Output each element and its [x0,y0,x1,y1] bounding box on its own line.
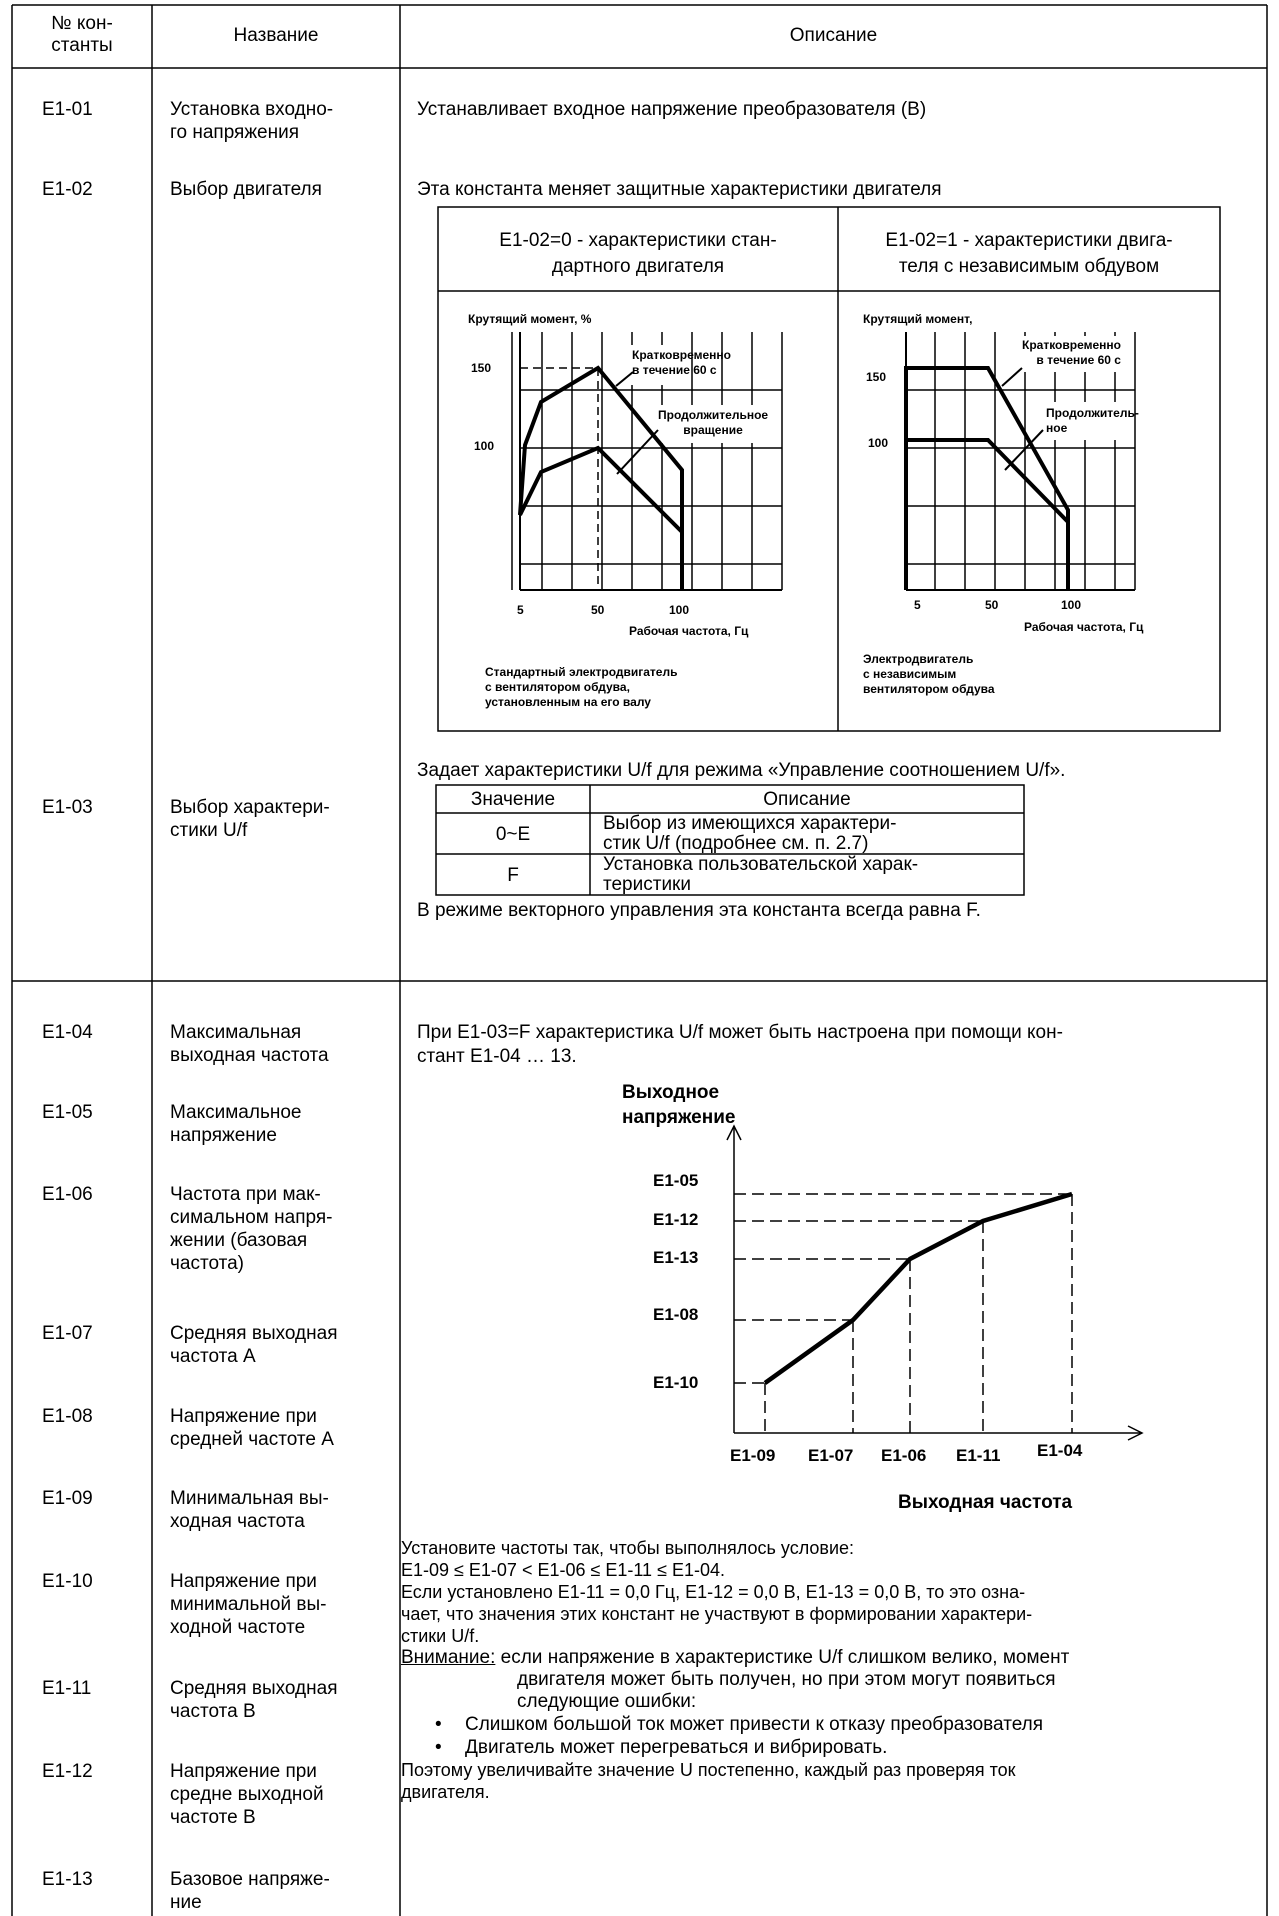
row-code: E1-03 [42,797,93,818]
row-name: Выбор двигателя [170,179,322,200]
bullet-icon: • [435,1737,442,1758]
uf-table-header-value: Значение [470,789,556,810]
row-name: Максимальная выходная частота [170,1022,329,1066]
row-name: Напряжение при минимальной вы- ходной частоте [170,1571,327,1638]
bullet-item: Слишком большой ток может привести к отказу преобразователя [465,1714,1044,1735]
right-chart-x-tick: 100 [1061,598,1082,612]
warning-label: Внимание: [401,1647,496,1668]
left-chart-x-tick: 5 [517,603,524,617]
warning-continuation: двигателя может быть получен, но при этом могут появиться следующие ошибки: [517,1669,1056,1712]
uf-table-description: Установка пользовательской харак- теристики [603,854,919,895]
row-name: Средняя выходная частота A [170,1323,338,1367]
warning-text: если напряжение в характеристике U/f слишком велико, момент [495,1647,1070,1668]
right-chart-caption: Электродвигатель с независимым вентилятором обдува [863,652,995,696]
right-chart-continuous-label: Продолжитель- ное [1046,406,1139,435]
left-chart-x-label: Рабочая частота, Гц [629,624,749,638]
bullet-icon: • [435,1714,442,1735]
e1-01-description: Устанавливает входное напряжение преобразователя (В) [417,99,927,120]
left-chart-caption: Стандартный электродвигатель с вентилятором обдува, установленным на его валу [485,665,678,709]
uf-chart-x-tick: E1-04 [1037,1441,1083,1460]
header-number: № кон- станты [51,13,113,56]
left-chart-x-tick: 100 [669,603,690,617]
right-chart-x-tick: 5 [914,598,921,612]
left-chart-y-tick: 150 [471,361,492,375]
e1-03-description: Задает характеристики U/f для режима «Управление соотношением U/f». [417,760,1066,781]
uf-chart-y-tick: E1-13 [653,1248,699,1267]
uf-chart-x-label: Выходная частота [898,1492,1073,1513]
uf-chart-y-label: Выходное напряжение [622,1082,736,1128]
row-code: E1-09 [42,1488,93,1509]
independent-cooling-motor-header: E1-02=1 - характеристики двига- теля с независимым обдувом [885,230,1173,277]
right-chart-x-tick: 50 [985,598,999,612]
bullet-item: Двигатель может перегреваться и вибрировать. [465,1737,888,1758]
condition-formula: E1-09 ≤ E1-07 < E1-06 ≤ E1-11 ≤ E1-04. [401,1560,725,1580]
row-name: Средняя выходная частота B [170,1678,338,1722]
standard-motor-header: E1-02=0 - характеристики стан- дартного двигателя [499,230,777,277]
header-description: Описание [789,25,878,46]
row-code: E1-12 [42,1761,93,1782]
right-chart-y-label: Крутящий момент, [863,312,973,326]
left-chart-x-tick: 50 [591,603,605,617]
right-chart-x-label: Рабочая частота, Гц [1024,620,1144,634]
uf-chart-x-tick: E1-09 [730,1446,776,1465]
row-code: E1-01 [42,99,93,120]
uf-table-value: F [507,865,519,886]
e1-03-note: В режиме векторного управления эта константа всегда равна F. [417,900,981,921]
row-name: Базовое напряже- ние [170,1869,330,1913]
row-code: E1-13 [42,1869,93,1890]
row-code: E1-02 [42,179,93,200]
row-code: E1-04 [42,1022,93,1043]
uf-chart-y-tick: E1-05 [653,1171,699,1190]
row-name: Выбор характери- стики U/f [170,797,330,841]
row-code: E1-06 [42,1184,93,1205]
right-chart-short-term-label: Кратковременно в течение 60 с [1022,338,1121,367]
uf-table-description: Выбор из имеющихся характери- стик U/f (подробнее см. п. 2.7) [603,813,897,854]
uf-chart-y-tick: E1-12 [653,1210,699,1229]
uf-characteristic-curve [765,1194,1072,1383]
condition-intro: Установите частоты так, чтобы выполнялось условие: [401,1538,855,1558]
right-chart-y-tick: 150 [866,370,887,384]
row-name: Минимальная вы- ходная частота [170,1488,329,1532]
e1-04-description: При E1-03=F характеристика U/f может быть настроена при помощи кон- стант E1-04 … 13. [417,1022,1063,1067]
left-chart-y-tick: 100 [474,439,495,453]
uf-guide-lines [734,1194,1072,1433]
uf-chart-y-tick: E1-10 [653,1373,699,1392]
right-chart-y-tick: 100 [868,436,889,450]
final-note: Поэтому увеличивайте значение U постепенно, каждый раз проверяя ток двигателя. [401,1760,1016,1802]
row-code: E1-08 [42,1406,93,1427]
row-name: Напряжение при средней частоте A [170,1406,334,1450]
warning-line [401,1647,1069,1669]
row-code: E1-10 [42,1571,93,1592]
uf-chart-x-tick: E1-06 [881,1446,927,1465]
uf-chart-x-tick: E1-11 [956,1446,1001,1465]
uf-chart-y-tick: E1-08 [653,1305,699,1324]
header-name: Название [233,25,319,46]
uf-chart-x-tick: E1-07 [808,1446,854,1465]
left-chart-short-term-label: Кратковременно в течение 60 с [632,348,731,377]
row-code: E1-07 [42,1323,93,1344]
uf-table-header-description: Описание [763,789,851,810]
row-name: Напряжение при средне выходной частоте B [170,1761,324,1828]
e1-02-description: Эта константа меняет защитные характеристики двигателя [417,179,942,200]
row-code: E1-05 [42,1102,93,1123]
left-chart-y-label: Крутящий момент, % [468,312,592,326]
row-name: Установка входно- го напряжения [170,99,334,143]
row-name: Частота при мак- симальном напря- жении (базовая частота) [170,1184,333,1274]
condition-zero-note: Если установлено E1-11 = 0,0 Гц, E1-12 = 0,0 В, E1-13 = 0,0 В, то это озна- чает, что значения этих констант не участвуют в формировании характери- стики U/f. [401,1582,1033,1646]
row-name: Максимальное напряжение [170,1102,302,1146]
row-code: E1-11 [42,1678,92,1699]
left-chart-continuous-label: Продолжительное вращение [658,408,769,437]
uf-table-value: 0~E [495,824,531,845]
